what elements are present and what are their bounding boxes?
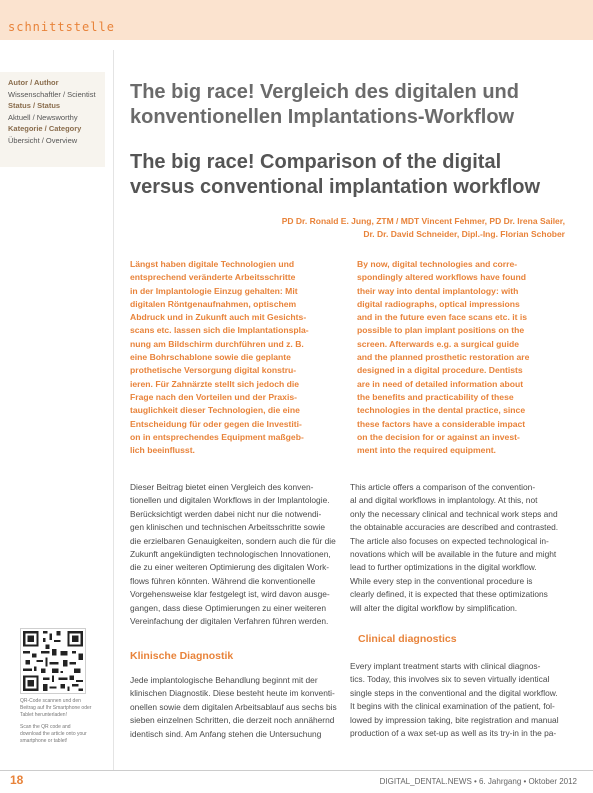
body-english-diagnostics bbox=[350, 660, 563, 740]
text-line: spondingly altered workflows have found bbox=[357, 272, 527, 283]
text-line: lead to further optimizations in the digital workflow. bbox=[350, 562, 537, 573]
text-line: nung am Bildschirm durchführen und z. B. bbox=[130, 338, 304, 349]
author-line: PD Dr. Ronald E. Jung, ZTM / MDT Vincent Fehmer, PD Dr. Irena Sailer, bbox=[281, 216, 565, 226]
text-line: Entscheidung für oder gegen die Investiti- bbox=[130, 418, 302, 429]
footer-rule bbox=[0, 770, 593, 771]
author-byline bbox=[205, 215, 565, 241]
text-line: their way into dental implantology: with bbox=[357, 285, 519, 296]
column-divider bbox=[113, 50, 114, 770]
qr-caption bbox=[20, 698, 92, 750]
text-line: Vereinfachung der digitalen Verfahren führen werden. bbox=[130, 616, 329, 627]
text-line: ment into the required equipment. bbox=[357, 445, 496, 456]
title-de-line: The big race! Vergleich des digitalen und bbox=[130, 81, 519, 103]
text-line: on the decision for or against an invest- bbox=[357, 431, 520, 442]
author-line: Dr. Dr. David Schneider, Dipl.-Ing. Florian Schober bbox=[363, 229, 565, 239]
text-line: in der Implantologie Einzug gehalten: Mit bbox=[130, 285, 298, 296]
text-line: Every implant treatment starts with clinical diagnos- bbox=[350, 661, 541, 671]
status-label: Status / Status bbox=[8, 101, 61, 110]
text-line: entsprechend veränderte Arbeitsschritte bbox=[130, 272, 296, 283]
text-line: the benefits and practicability of these bbox=[357, 391, 514, 402]
text-line: lowed by impression taking, bite registration and manual bbox=[350, 714, 559, 725]
abstract-german bbox=[130, 258, 335, 457]
title-german bbox=[130, 80, 519, 130]
text-line: gen klinischen und technischen Arbeitsschritte sowie bbox=[130, 522, 326, 533]
text-line: die erzielbaren Genauigkeiten, sondern auch die für die bbox=[130, 535, 336, 546]
title-en-line: The big race! Comparison of the digital bbox=[130, 151, 502, 173]
text-line: on in entsprechendes Equipment maßgeb- bbox=[130, 431, 304, 442]
text-line: While every step in the conventional procedure is bbox=[350, 575, 533, 586]
text-line: flows führen könnten. Während die konventionelle bbox=[130, 575, 316, 586]
author-label: Autor / Author bbox=[8, 78, 59, 87]
status-value: Aktuell / Newsworthy bbox=[8, 112, 78, 122]
body-german-intro bbox=[130, 481, 343, 628]
text-line: die zu einer weiteren Optimierung des digitalen Work- bbox=[130, 562, 330, 573]
text-line: sieben einzelnen Schritten, die derzeit noch annähernd bbox=[130, 715, 335, 726]
text-line: single steps in the conventional and the digital workflow. bbox=[350, 687, 558, 698]
text-line: designed in a digital procedure. Dentists bbox=[357, 365, 523, 376]
text-line: and in the future even face scans etc. it is bbox=[357, 312, 528, 323]
title-english bbox=[130, 150, 540, 200]
text-line: Vorgehensweise klar festgelegt ist, wird davon ausge- bbox=[130, 589, 330, 600]
text-line: digitalen Röntgenaufnahmen, optischem bbox=[130, 298, 297, 309]
text-line: screen. Afterwards e.g. a surgical guide bbox=[357, 338, 520, 349]
text-line: these factors have a considerable impact bbox=[357, 418, 526, 429]
qr-code[interactable] bbox=[20, 628, 86, 694]
qr-code-graphic bbox=[21, 629, 85, 693]
title-en-line: versus conventional implantation workflow bbox=[130, 176, 541, 198]
body-german-diagnostics bbox=[130, 674, 343, 741]
text-line: klinischen Diagnostik. Diese besteht heute im konventi- bbox=[130, 688, 335, 699]
text-line: onellen sowie dem digitalen Arbeitsablauf aus sechs bis bbox=[130, 701, 337, 712]
text-line: Längst haben digitale Technologien und bbox=[130, 259, 295, 269]
text-line: eine Bohrschablone sowie die geplante bbox=[130, 352, 291, 363]
subheading-english: Clinical diagnostics bbox=[358, 633, 457, 645]
text-line: gangen, dass diese Optimierungen zu einer weiteren bbox=[130, 602, 327, 613]
text-line: novations which will be available in the future and might bbox=[350, 549, 557, 560]
abstract-english bbox=[357, 258, 562, 457]
text-line: ieren. Für Zahnärzte stellt sich jedoch die bbox=[130, 378, 300, 389]
text-line: Frage nach den Vorteilen und der Praxis- bbox=[130, 391, 297, 402]
section-label: schnittstelle bbox=[8, 20, 115, 34]
text-line: identisch sind. Am Anfang stehen die Untersuchung bbox=[130, 728, 322, 739]
text-line: lich beeinflusst. bbox=[130, 445, 195, 456]
text-line: will alter the digital workflow by simplification. bbox=[350, 602, 518, 613]
text-line: tauglichkeit dieser Technologien, die eine bbox=[130, 405, 300, 416]
text-line: and the planned prosthetic restoration are bbox=[357, 352, 530, 363]
article-meta-box bbox=[0, 72, 105, 167]
text-line: By now, digital technologies and corre- bbox=[357, 259, 518, 269]
qr-caption-en: Scan the QR code and download the article onto your smartphone or tablet! bbox=[20, 724, 87, 744]
text-line: digital radiographs, optical impressions bbox=[357, 298, 520, 309]
text-line: Berücksichtigt werden dabei nicht nur die notwendi- bbox=[130, 508, 322, 519]
text-line: tionellen und digitalen Workflows in der Implantologie. bbox=[130, 495, 330, 506]
author-value: Wissenschaftler / Scientist bbox=[8, 89, 96, 99]
text-line: al and digital workflows in implantology. At this, not bbox=[350, 495, 538, 506]
subheading-german: Klinische Diagnostik bbox=[130, 650, 234, 662]
text-line: tics. Today, this involves six to seven virtually identical bbox=[350, 674, 550, 685]
text-line: scans etc. lassen sich die Implantationspla- bbox=[130, 325, 309, 336]
text-line: The article also focuses on expected technological in- bbox=[350, 535, 549, 546]
category-value: Übersicht / Overview bbox=[8, 135, 78, 145]
text-line: Dieser Beitrag bietet einen Vergleich des konven- bbox=[130, 482, 314, 492]
publication-info: DIGITAL_DENTAL.NEWS • 6. Jahrgang • Oktober 2012 bbox=[379, 777, 577, 786]
text-line: are in need of detailed information about bbox=[357, 378, 524, 389]
text-line: Zukunft angekündigten technologischen Innovationen, bbox=[130, 549, 331, 560]
text-line: possible to plan implant positions on the bbox=[357, 325, 525, 336]
text-line: the obtainable accuracies are described and contrasted. bbox=[350, 522, 559, 533]
text-line: technologies in the dental practice, since bbox=[357, 405, 526, 416]
text-line: This article offers a comparison of the convention- bbox=[350, 482, 536, 492]
page-number: 18 bbox=[10, 773, 24, 787]
text-line: Jede implantologische Behandlung beginnt mit der bbox=[130, 675, 318, 685]
text-line: clearly defined, it is expected that these optimizations bbox=[350, 589, 548, 600]
text-line: It begins with the clinical examination of the patient, fol- bbox=[350, 701, 555, 712]
text-line: Abdruck und in Zukunft auch mit Gesichts- bbox=[130, 312, 307, 323]
qr-caption-de: QR-Code scannen und den Beitrag auf Ihr Smartphone oder Tablet herunterladen! bbox=[20, 698, 92, 718]
category-label: Kategorie / Category bbox=[8, 124, 82, 133]
text-line: only the necessary clinical and technical work steps and bbox=[350, 508, 558, 519]
title-de-line: konventionellen Implantations-Workflow bbox=[130, 106, 515, 128]
body-english-intro bbox=[350, 481, 563, 615]
text-line: prothetische Versorgung digital konstru- bbox=[130, 365, 297, 376]
text-line: production of a wax set-up as well as its try-in in the pa- bbox=[350, 728, 557, 739]
